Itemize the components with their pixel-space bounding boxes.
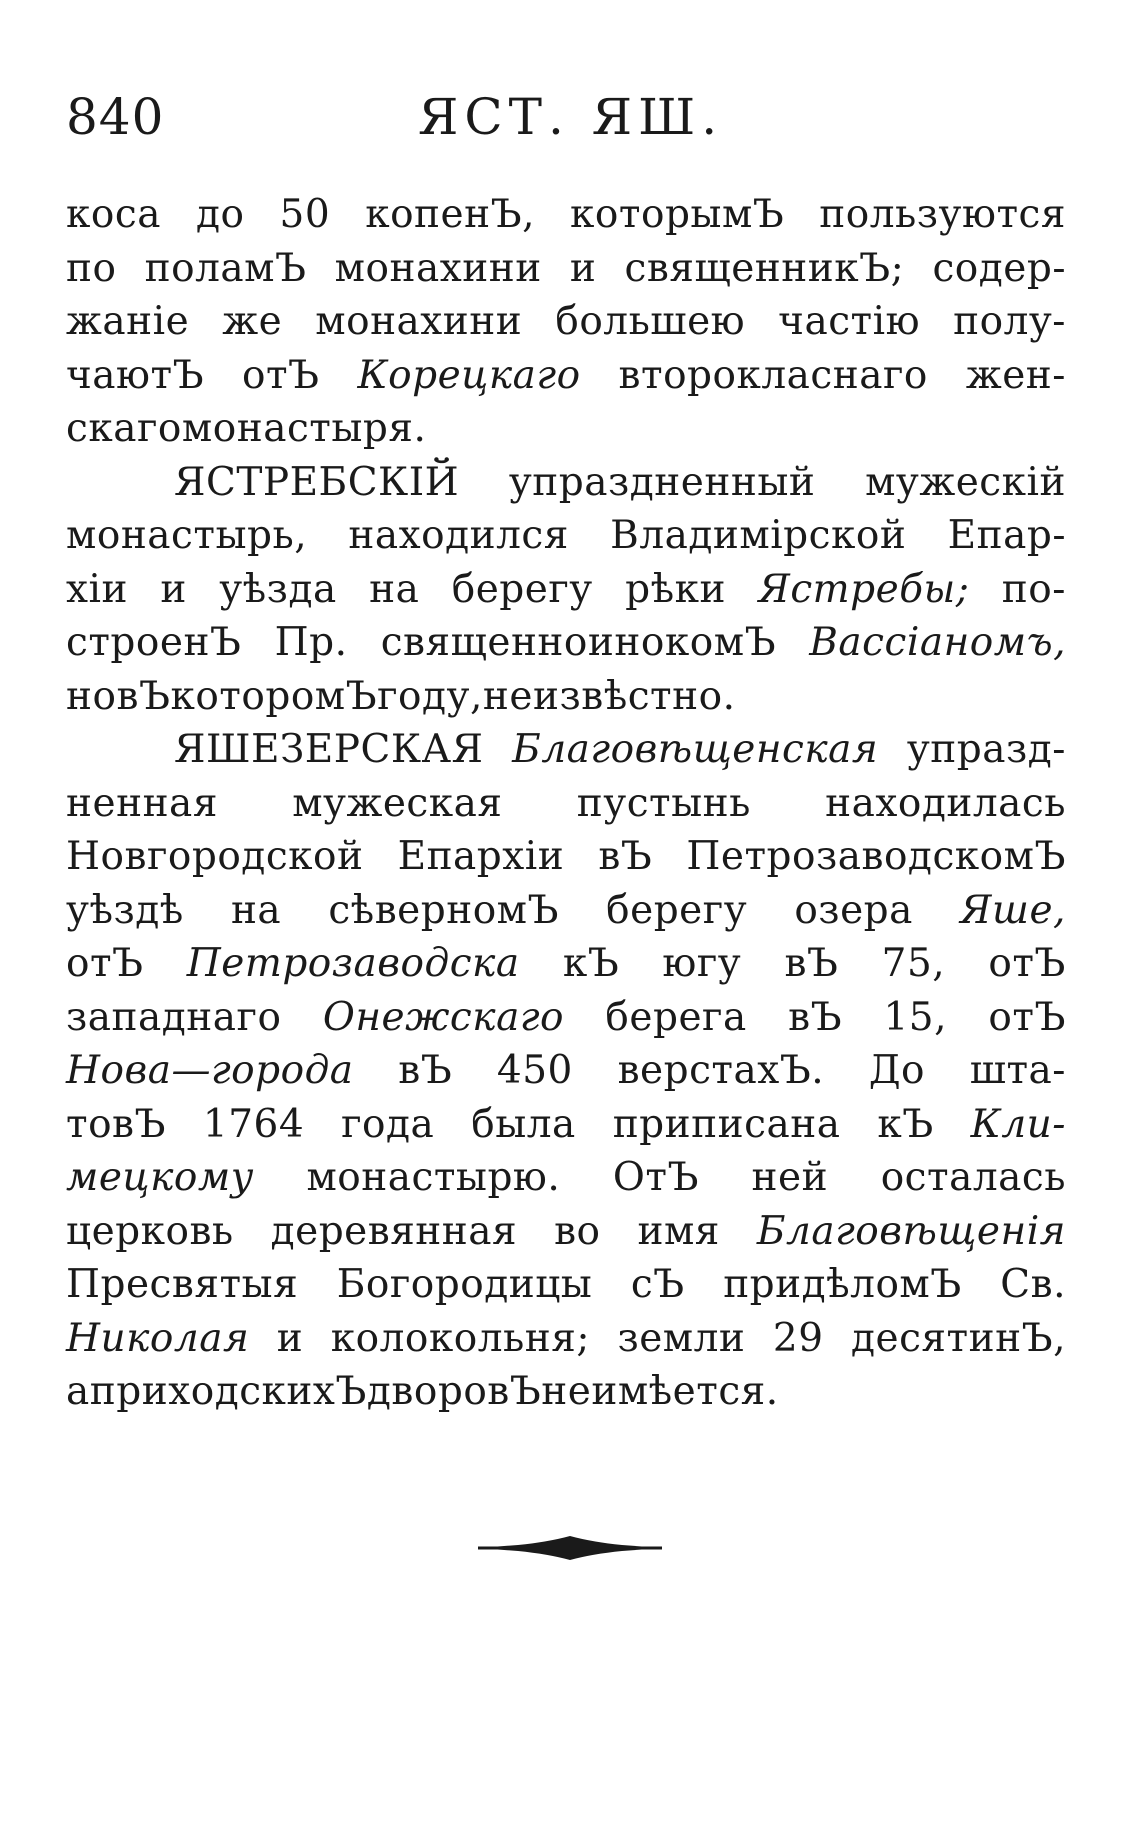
- word: берегу: [451, 566, 593, 612]
- word: 15,: [883, 994, 948, 1040]
- word: западнаго: [66, 994, 282, 1040]
- word: берегу: [606, 887, 748, 933]
- page-header: [66, 82, 1066, 152]
- word: церковь: [66, 1208, 234, 1254]
- text-line: [66, 188, 1066, 242]
- word: Кли-: [970, 1101, 1066, 1147]
- word: пустынь: [576, 780, 751, 826]
- word: ней: [751, 1155, 829, 1200]
- word: монахини: [334, 245, 542, 291]
- text-line: [66, 616, 1066, 670]
- word: вЪ: [788, 994, 843, 1040]
- end-ornament: [478, 1536, 662, 1560]
- word: 75,: [881, 941, 946, 986]
- text-line: [66, 991, 1066, 1045]
- text-line: [66, 1098, 1066, 1152]
- word: отЪ: [66, 941, 144, 986]
- word: приписана: [612, 1101, 841, 1147]
- text-line: [66, 402, 1066, 456]
- word: монастыря.: [181, 406, 427, 451]
- word: мужеская: [292, 780, 503, 826]
- word: Епархіи: [397, 834, 565, 879]
- text-line: [66, 723, 1066, 777]
- text-line: [66, 777, 1066, 831]
- word: ПетрозаводскомЪ: [686, 834, 1066, 879]
- word: дворовЪ: [366, 1369, 542, 1414]
- word: находилась: [825, 780, 1066, 826]
- word: священноинокомЪ: [380, 620, 777, 665]
- word: земли: [617, 1315, 746, 1361]
- word: отЪ: [241, 352, 320, 398]
- word: по-: [1001, 566, 1066, 612]
- word: товЪ: [66, 1101, 166, 1147]
- word: чаютЪ: [66, 352, 205, 398]
- word: придѣломЪ: [723, 1262, 962, 1307]
- word: вЪ: [784, 941, 839, 986]
- word: десятинЪ,: [850, 1315, 1066, 1361]
- word: Богородицы: [336, 1262, 593, 1307]
- word: кЪ: [562, 941, 620, 986]
- word: вЪ: [598, 834, 653, 879]
- word: 1764: [202, 1101, 305, 1147]
- word: Благовѣщенская: [512, 727, 879, 772]
- text-line: [66, 1151, 1066, 1205]
- word: рѣки: [625, 566, 726, 612]
- word: на: [369, 566, 420, 612]
- word: монастырю.: [306, 1155, 561, 1200]
- word: на: [230, 887, 282, 933]
- word: и: [569, 245, 597, 291]
- text-line: [66, 1258, 1066, 1312]
- word: неизвѣстно.: [482, 673, 736, 719]
- word: которомЪ: [170, 673, 378, 719]
- word: полу-: [953, 299, 1066, 344]
- text-line: [66, 1365, 1066, 1419]
- word: Благовѣщенія: [756, 1208, 1066, 1254]
- word: Пр.: [274, 620, 348, 665]
- running-head: ЯСТ. ЯШ.: [418, 88, 724, 146]
- word: жаніе: [66, 299, 190, 344]
- text-line: [66, 349, 1066, 403]
- word: Новгородской: [66, 834, 364, 879]
- word: и: [276, 1315, 304, 1361]
- word: скаго: [66, 406, 182, 451]
- word: колокольня;: [330, 1315, 590, 1361]
- word: Яше,: [960, 887, 1066, 933]
- word: была: [471, 1101, 576, 1147]
- text-line: [66, 295, 1066, 349]
- word: Нова—города: [66, 1048, 354, 1093]
- word: югу: [662, 941, 742, 986]
- word: Корецкаго: [357, 352, 581, 398]
- word: мужескій: [865, 459, 1066, 505]
- word: имя: [637, 1208, 720, 1254]
- word: года: [341, 1101, 435, 1147]
- word: шта-: [969, 1048, 1066, 1093]
- word: Ястребы;: [758, 566, 970, 612]
- word: сЪ: [630, 1262, 685, 1307]
- text-line: [66, 884, 1066, 938]
- word: частію: [778, 299, 921, 344]
- word: До: [868, 1048, 925, 1093]
- word: уѣзда: [219, 566, 337, 612]
- word: но: [66, 673, 117, 719]
- text-line: [66, 563, 1066, 617]
- word: Пресвятыя: [66, 1262, 299, 1307]
- word: сѣверномЪ: [328, 887, 559, 933]
- text-line: [66, 242, 1066, 296]
- word: Св.: [1000, 1262, 1066, 1307]
- word: коса: [66, 192, 161, 237]
- word: ОтЪ: [612, 1155, 699, 1200]
- text-line: [66, 937, 1066, 991]
- word: кЪ: [877, 1101, 934, 1147]
- word: уѣздѣ: [66, 887, 184, 933]
- word: отЪ: [988, 994, 1066, 1040]
- word: отЪ: [988, 941, 1066, 986]
- text-line: [66, 1312, 1066, 1366]
- word: озера: [794, 887, 913, 933]
- word: большею: [555, 299, 746, 344]
- text-line: [66, 1205, 1066, 1259]
- word: имѣется.: [591, 1369, 779, 1414]
- text-line: [66, 830, 1066, 884]
- word: строенЪ: [66, 620, 242, 665]
- text-line: [66, 1044, 1066, 1098]
- word: по: [66, 245, 117, 291]
- word: копенЪ,: [365, 192, 535, 237]
- word: Вассіаномъ,: [809, 620, 1066, 665]
- page-number: 840: [66, 88, 165, 146]
- word: ненная: [66, 780, 218, 826]
- word: второкласнаго: [618, 352, 928, 398]
- word: упразд-: [906, 727, 1066, 772]
- text-line: [66, 509, 1066, 563]
- word: приходскихЪ: [89, 1369, 367, 1414]
- word: монахини: [315, 299, 523, 344]
- word: не: [541, 1369, 592, 1414]
- word: верстахЪ.: [617, 1048, 825, 1093]
- word: ЯШЕЗЕРСКАЯ: [174, 727, 484, 772]
- word: вЪ: [116, 673, 171, 719]
- word: Владимірской: [610, 513, 907, 558]
- word: упраздненный: [508, 459, 816, 505]
- word: Онежскаго: [322, 994, 565, 1040]
- word: Епар-: [947, 513, 1066, 558]
- word: хіи: [66, 566, 128, 612]
- word: Петрозаводска: [186, 941, 520, 986]
- text-body: [66, 188, 1066, 1419]
- word: содер-: [932, 245, 1066, 291]
- text-line: [66, 670, 1066, 724]
- word: Николая: [66, 1315, 250, 1361]
- word: вЪ: [398, 1048, 453, 1093]
- word: году,: [377, 673, 483, 719]
- word: и: [160, 566, 187, 612]
- word: берега: [605, 994, 747, 1040]
- word: поламЪ: [144, 245, 307, 291]
- word: 50: [279, 192, 331, 237]
- word: находился: [348, 513, 569, 558]
- word: священникЪ;: [624, 245, 905, 291]
- word: монастырь,: [66, 513, 308, 558]
- word: 29: [772, 1315, 824, 1361]
- word: жен-: [965, 352, 1066, 398]
- word: же: [222, 299, 283, 344]
- word: мецкому: [66, 1155, 254, 1200]
- word: пользуются: [819, 192, 1066, 237]
- word: 450: [496, 1048, 573, 1093]
- word: а: [66, 1369, 90, 1414]
- word: до: [195, 192, 245, 237]
- word: во: [554, 1208, 601, 1254]
- word: ЯСТРЕБСКІЙ: [174, 459, 460, 505]
- text-line: [66, 456, 1066, 510]
- word: которымЪ: [570, 192, 785, 237]
- word: осталась: [880, 1155, 1066, 1200]
- word: деревянная: [270, 1208, 518, 1254]
